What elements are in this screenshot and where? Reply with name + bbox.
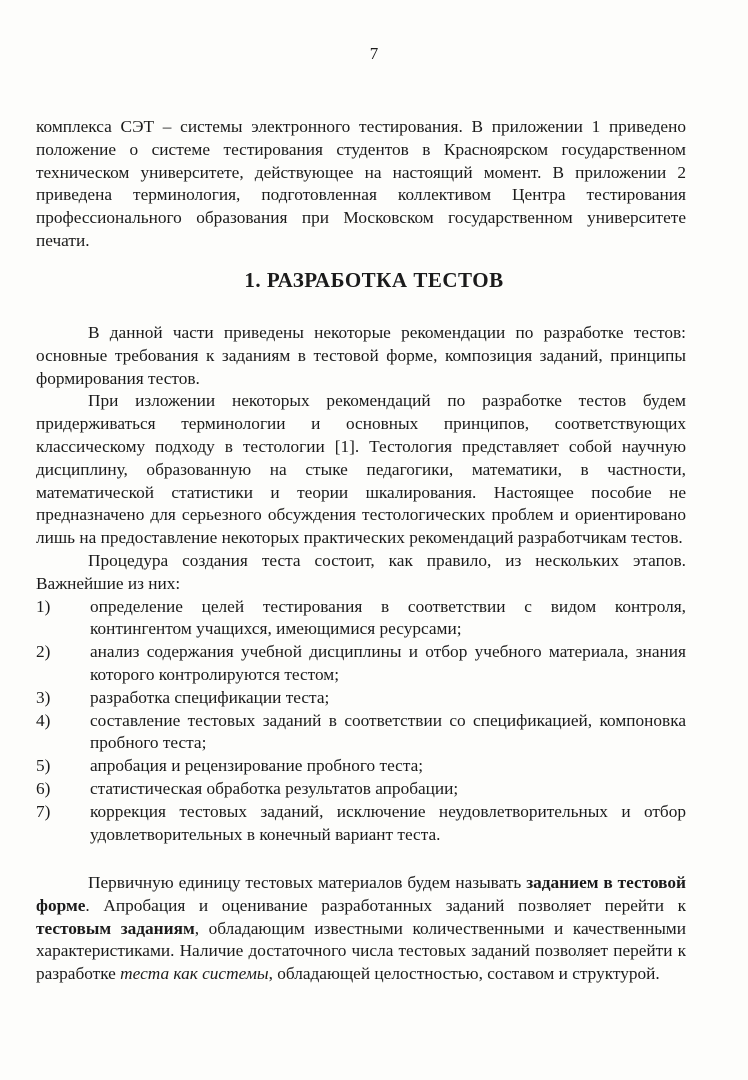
list-item <box>36 687 686 710</box>
list-item-text: определение целей тестирования в соответствии с видом контроля, контингентом учащихся, имеющимися ресурсами; <box>90 596 686 639</box>
list-item <box>36 801 686 847</box>
paragraph-task-definition <box>36 872 686 986</box>
list-item <box>36 641 686 687</box>
list-item-text: коррекция тестовых заданий, исключение неудовлетворительных и отбор удовлетворительных в конечный вариант теста. <box>90 801 686 844</box>
list-item <box>36 778 686 801</box>
list-item-number: 3) <box>36 687 51 707</box>
list-item-number: 6) <box>36 778 51 798</box>
term-test-tasks: тестовым заданиям <box>36 918 195 938</box>
body-text-block <box>36 322 686 846</box>
list-item-text: статистическая обработка результатов апробации; <box>90 778 459 798</box>
paragraph-intro-recommendations: В данной части приведены некоторые рекомендации по разработке тестов: основные требования к заданиям в тестовой форме, композиция заданий, принципы формирования тестов. <box>36 323 686 388</box>
list-item-text: апробация и рецензирование пробного теста; <box>90 756 424 776</box>
text-segment: , обладающей целостностью, составом и структурой. <box>268 964 660 984</box>
list-item-text: разработка спецификации теста; <box>90 687 330 707</box>
text-segment: . Апробация и оценивание разработанных заданий позволяет перейти к <box>85 895 686 915</box>
list-item-number: 5) <box>36 756 51 776</box>
intro-paragraph-block <box>36 116 686 253</box>
page-number: 7 <box>369 44 379 63</box>
intro-paragraph: комплекса СЭТ – системы электронного тестирования. В приложении 1 приведено положение о системе тестирования студентов в Красноярском государственном техническом университете, действующее на настоящий момент. В приложении 2 приведена терминология, подготовленная коллективом Центра тестирования профессионального образования при Московском государственном университете печати. <box>36 117 686 250</box>
text-segment: , обладающим известными количественными и качественными характеристиками. Наличие достаточного числа тестовых заданий позволяет перейти к разработке <box>36 918 686 984</box>
term-task-in-test-form: заданием в тестовой форме <box>36 873 686 915</box>
list-item-text: анализ содержания учебной дисциплины и отбор учебного материала, знания которого контролируются тестом; <box>90 642 686 684</box>
list-item-number: 1) <box>36 596 51 616</box>
list-item <box>36 755 686 778</box>
text-segment: Первичную единицу тестовых материалов будем называть <box>88 873 527 892</box>
section-heading: 1. РАЗРАБОТКА ТЕСТОВ <box>244 268 504 292</box>
list-item-number: 7) <box>36 801 51 821</box>
steps-list <box>36 596 686 847</box>
list-item <box>36 710 686 756</box>
list-item <box>36 596 686 642</box>
list-item-number: 4) <box>36 710 51 730</box>
term-test-as-system: теста как системы <box>120 964 269 984</box>
final-paragraph-block <box>36 872 686 986</box>
list-item-text: составление тестовых заданий в соответствии со спецификацией, компоновка пробного теста; <box>90 710 686 753</box>
list-item-number: 2) <box>36 642 51 662</box>
paragraph-testology: При изложении некоторых рекомендаций по разработке тестов будем придерживаться терминологии и основных принципов, соответствующих классическому подходу в тестологии [1]. Тестология представляет собой научную дисциплину, образованную на стыке педагогики, математики, в частности, математической статистики и теории шкалирования. Настоящее пособие не предназначено для серьезного обсуждения тестологических проблем и ориентировано лишь на предоставление некоторых практических рекомендаций разработчикам тестов. <box>36 391 686 548</box>
paragraph-procedure: Процедура создания теста состоит, как правило, из нескольких этапов. Важнейшие из них: <box>36 550 686 593</box>
